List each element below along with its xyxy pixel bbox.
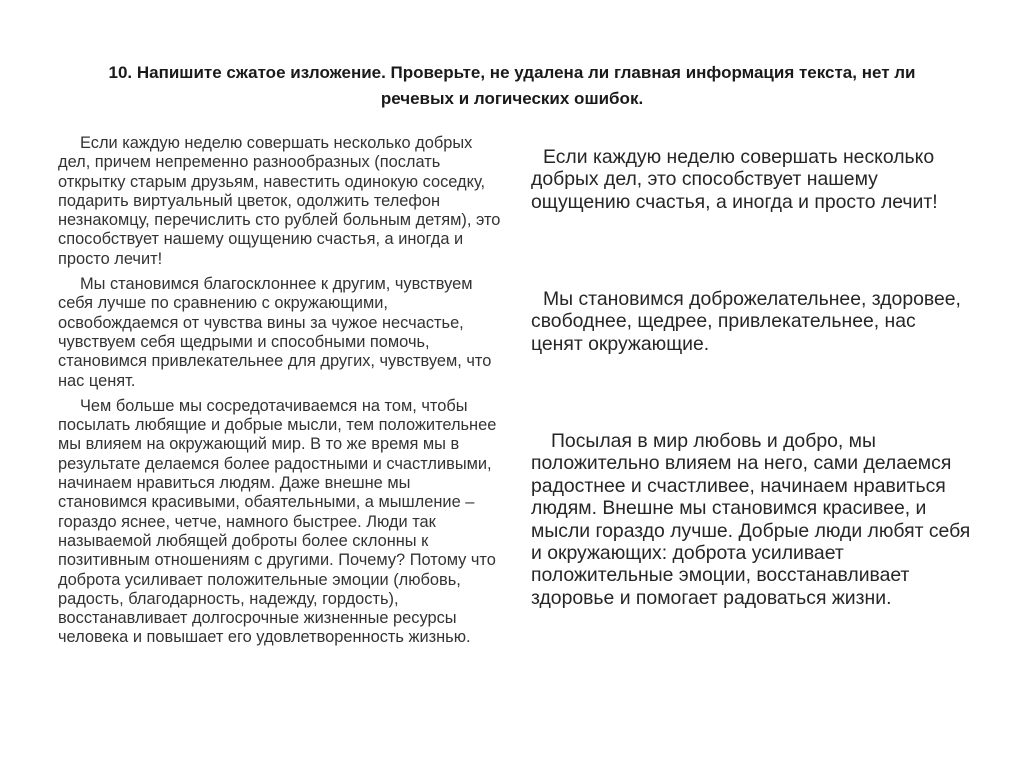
original-paragraph-2: Мы становимся благосклоннее к другим, чувствуем себя лучше по сравнению с окружающими, освобождаемся от чувства вины за чужое несчастье, чувствуем себя щедрыми и способными помочь, становимся привлекательнее для других, чувствуем, что нас ценят. [58, 275, 492, 390]
summary-text-column [531, 146, 971, 609]
original-paragraph-1: Если каждую неделю совершать несколько добрых дел, причем непременно разнообразных (послать открытку старым друзьям, навестить одинокую соседку, подарить виртуальный цветок, одолжить телефон незнакомцу, перечислить сто рублей больным детям), это способствует нашему ощущению счастья, а иногда и просто лечит! [58, 134, 501, 268]
original-text-column [58, 134, 502, 654]
slide-title: 10. Напишите сжатое изложение. Проверьте, не удалена ли главная информация текста, нет ли речевых и логических ошибок. [108, 63, 916, 108]
summary-paragraph-2: Мы становимся доброжелательнее, здоровее, свободнее, щедрее, привлекательнее, нас ценят окружающие. [531, 288, 961, 355]
summary-paragraph-1: Если каждую неделю совершать несколько добрых дел, это способствует нашему ощущению счастья, а иногда и просто лечит! [531, 146, 938, 213]
original-paragraph-3: Чем больше мы сосредотачиваемся на том, чтобы посылать любящие и добрые мысли, тем положительнее мы влияем на окружающий мир. В то же время мы в результате делаемся более радостными и счастливыми, начинаем нравиться людям. Даже внешне мы становимся красивыми, обаятельными, а мышление – гораздо яснее, четче, намного быстрее. Люди так называемой любящей доброты более склонны к позитивным отношениям с другими. Почему? Потому что доброта усиливает положительные эмоции (любовь, радость, благодарность, надежду, гордость), восстанавливает долгосрочные жизненные ресурсы человека и повышает его удовлетворенность жизнью. [58, 396, 497, 647]
summary-paragraph-3: Посылая в мир любовь и добро, мы положительно влияем на него, сами делаемся радостнее и счастливее, начинаем нравиться людям. Внешне мы становимся красивее, и мысли гораздо лучше. Добрые люди любят себя и окружающих: доброта усиливает положительные эмоции, восстанавливает здоровье и помогает радоваться жизни. [531, 430, 971, 609]
